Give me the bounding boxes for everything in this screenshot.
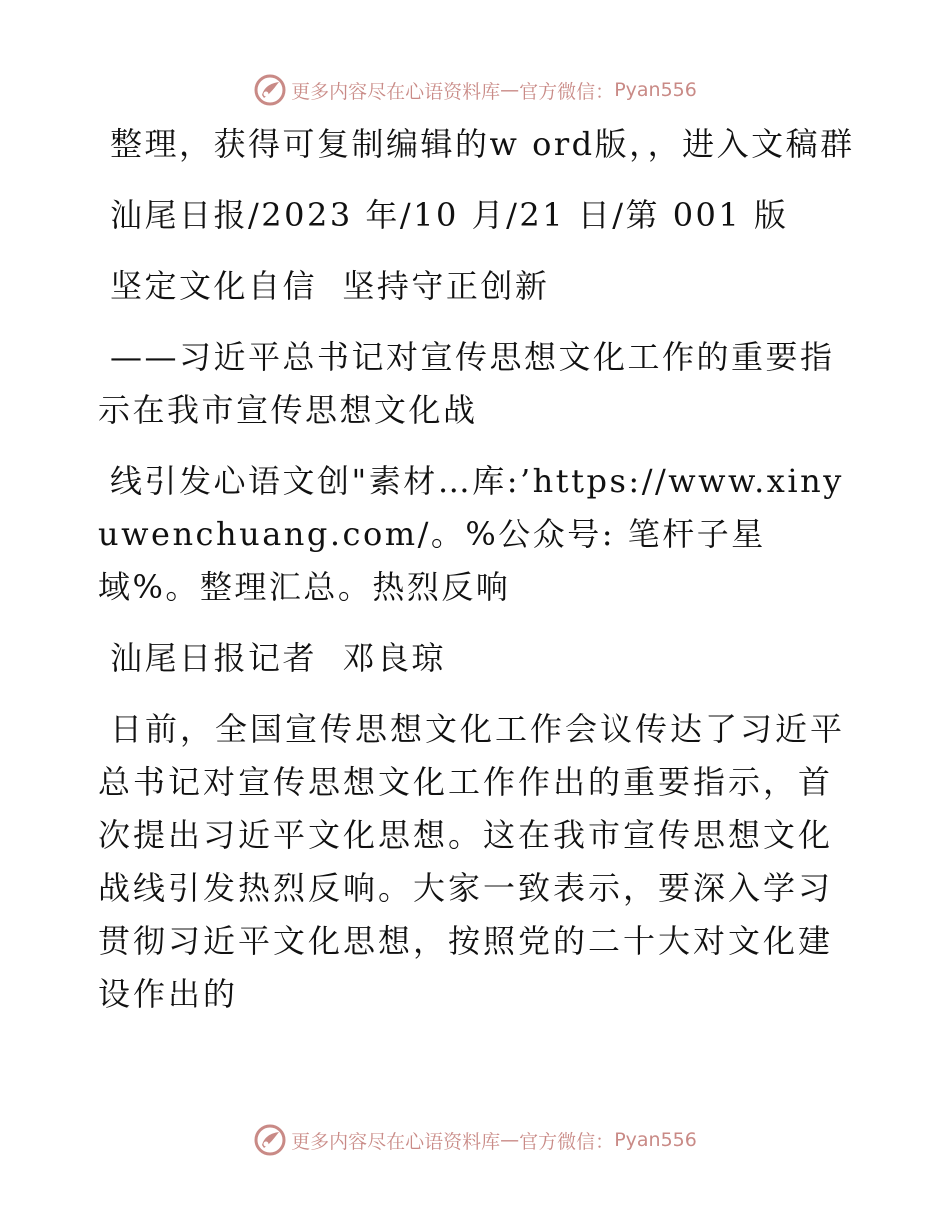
article-title: 坚定文化自信 坚持守正创新	[110, 267, 550, 305]
banner-wechat-label: 官方微信：	[519, 1130, 615, 1153]
intro-paragraph: 整理，获得可复制编辑的w ord版，，进入文稿群	[110, 125, 855, 163]
source-note-paragraph: 线引发心语文创"素材…库:’https://www.xinyuwenchuang.com/。%公众号: 笔杆子星域%。整理汇总。热烈反响	[98, 462, 844, 606]
banner-separator: —	[500, 1129, 520, 1151]
article-subtitle: ——习近平总书记对宣传思想文化工作的重要指示在我市宣传思想文化战	[98, 338, 835, 429]
banner-wechat-id: Pyan556	[614, 1129, 697, 1151]
reporter-byline: 汕尾日报记者 邓良琼	[110, 639, 446, 677]
banner-separator: —	[500, 79, 520, 101]
circle-seal-icon	[253, 1123, 287, 1157]
source-line: 汕尾日报/2023 年/10 月/21 日/第 001 版	[110, 196, 789, 234]
banner-wechat-id: Pyan556	[614, 79, 697, 101]
footer-watermark-banner	[0, 1120, 950, 1160]
banner-text: 更多内容尽在心语资料库	[291, 1130, 501, 1153]
banner-text: 更多内容尽在心语资料库	[291, 80, 501, 103]
document-body	[98, 118, 858, 1039]
circle-seal-icon	[253, 73, 287, 107]
banner-wechat-label: 官方微信：	[519, 80, 615, 103]
header-watermark-banner	[0, 70, 950, 110]
body-paragraph: 日前，全国宣传思想文化工作会议传达了习近平总书记对宣传思想文化工作作出的重要指示，首次提出习近平文化思想。这在我市宣传思想文化战线引发热烈反响。大家一致表示，要深入学习贯彻习近平文化思想，按照党的二十大对文化建设作出的	[98, 710, 846, 1013]
